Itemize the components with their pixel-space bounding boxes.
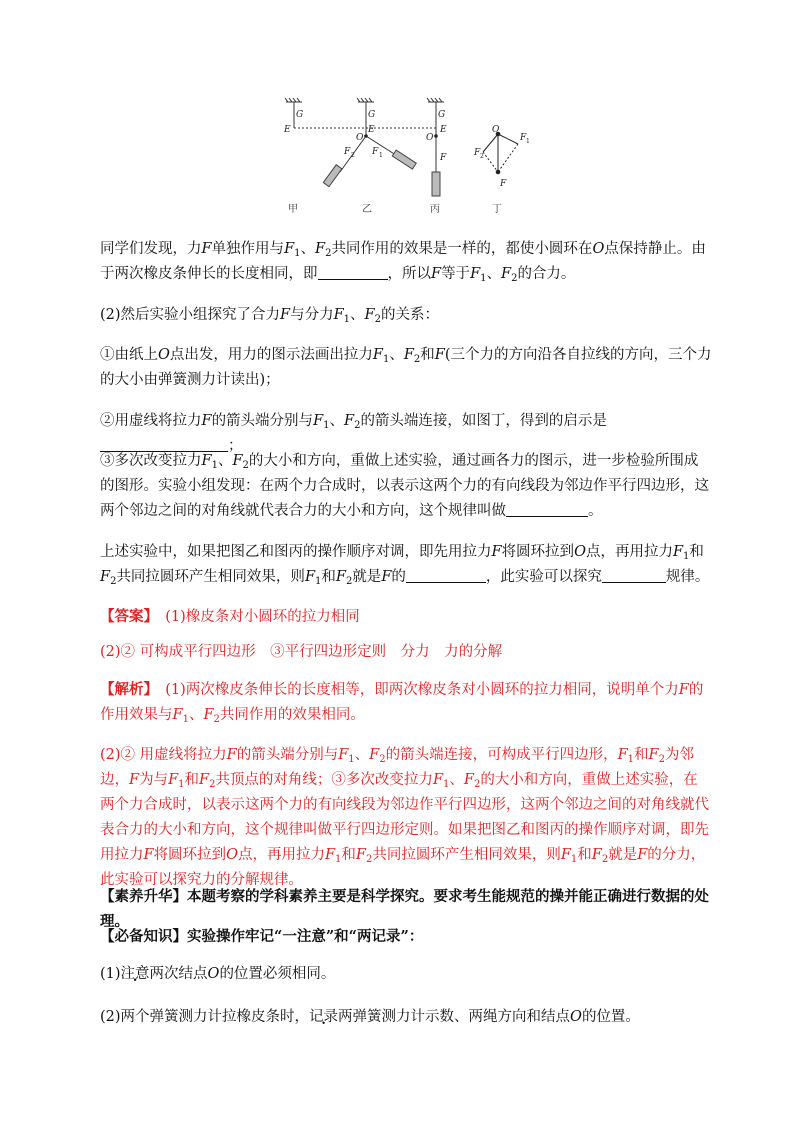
label-f-bing: F	[440, 153, 447, 163]
label-f-ding: F	[500, 179, 507, 189]
experiment-figure	[270, 92, 540, 220]
answer-blank-4	[406, 568, 486, 583]
paragraph-part-2: (2)然后实验小组探究了合力F与分力$F_1$、$F_2$的关系：	[100, 307, 439, 325]
label-f1-yi-sub: 1	[379, 152, 383, 159]
note-1: (1)注意两次结点O的位置必须相同。	[100, 966, 336, 982]
caption-jia: 甲	[288, 204, 298, 215]
caption-bing: 丙	[430, 204, 440, 215]
analysis-part-2: (2)② 用虚线将拉力F的箭头端分别与$F_1$、$F_2$的箭头端连接，可构成平行四边形，$F_1$和$F_2$为邻边，F为与$F_1$和$F_2$共顶点的对角线；③多次改变拉力$F_1$、$F_2$的大小和方向，重做上述实验，在两个力合成时，以表示这两个力的有向线段为邻边作平行四边形，这两个邻边之间的对角线就代表合力的大小和方向，这个规律叫做平行四边形定则。如果把图乙和图丙的操作顺序对调，即先用拉力F将圆环拉到O点，再用拉力$F_1$和$F_2$共同拉圆环产生相同效果，则$F_1$和$F_2$就是F的分力，此实验可以探究力的分解规律。	[100, 747, 709, 888]
label-g-bing: G	[438, 110, 446, 120]
label-f2-ding: F	[474, 148, 481, 158]
label-f1-ding: F	[520, 133, 527, 143]
label-o-bing: O	[426, 133, 434, 143]
label-f1-ding-sub: 1	[526, 138, 530, 145]
answer-blank-5	[602, 568, 666, 583]
label-o-yi: O	[356, 133, 364, 143]
label-f1-yi: F	[372, 147, 379, 157]
analysis-part-1: 【解析】 (1)两次橡皮条伸长的长度相等，即两次橡皮条对小圆环的拉力相同，说明单个力F的作用效果与$F_1$、$F_2$共同作用的效果相同。	[100, 681, 704, 725]
paragraph-reverse-order: 上述实验中，如果把图乙和图丙的操作顺序对调，即先用拉力F将圆环拉到O点，再用拉力$F_1$和$F_2$共同拉圆环产生相同效果，则$F_1$和$F_2$就是F的 ，此实验可以探究 规律。	[100, 544, 710, 587]
answer-blank-3	[506, 502, 588, 517]
paragraph-observation: 同学们发现，力F单独作用与$F_1$、$F_2$共同作用的效果是一样的，都使小圆环在O点保持静止。由于两次橡皮条伸长的长度相同，即 ，所以F等于$F_1$、$F_2$的合力。	[100, 241, 706, 284]
label-f2-yi-sub: 2	[351, 152, 355, 159]
caption-yi: 乙	[362, 204, 372, 215]
label-g-jia: G	[296, 110, 304, 120]
caption-ding: 丁	[492, 204, 502, 215]
answer-line-2: (2)② 可构成平行四边形 ③平行四边形定则 分力 力的分解	[100, 644, 503, 660]
label-e-yi: E	[368, 125, 375, 135]
answer-line-1: 【答案】 (1)橡皮条对小圆环的拉力相同	[100, 608, 360, 625]
label-g-yi: G	[368, 110, 376, 120]
paragraph-step-1: ①由纸上O点出发，用力的图示法画出拉力$F_1$、$F_2$和F(三个力的方向沿各自拉线的方向，三个力的大小由弹簧测力计读出)；	[100, 347, 712, 388]
paragraph-step-2: ②用虚线将拉力F的箭头端分别与$F_1$、$F_2$的箭头端连接，如图丁，得到的启示是；	[100, 413, 607, 454]
force-diagram	[270, 92, 540, 220]
answer-blank-1	[318, 265, 388, 280]
literacy-summary: 【素养升华】本题考察的学科素养主要是科学探究。要求考生能规范的操并能正确进行数据的处理。	[100, 888, 709, 930]
paragraph-step-3: ③多次改变拉力$F_1$、$F_2$的大小和方向，重做上述实验，通过画各力的图示，进一步检验所围成的图形。实验小组发现：在两个力合成时，以表示这两个力的有向线段为邻边作平行四边形，这两个邻边之间的对角线就代表合力的大小和方向，这个规律叫做 。	[100, 453, 709, 519]
label-f2-ding-sub: 2	[480, 153, 484, 160]
label-e-bing: E	[440, 125, 447, 135]
note-2: (2)两个弹簧测力计拉橡皮条时，记录两弹簧测力计示数、两绳方向和结点O的位置。	[100, 1009, 640, 1025]
label-f2-yi: F	[344, 147, 351, 157]
label-o-ding: O	[492, 125, 500, 135]
label-e-jia: E	[284, 125, 291, 135]
essential-knowledge-heading: 【必备知识】实验操作牢记“一注意”和“两记录”：	[100, 928, 424, 945]
